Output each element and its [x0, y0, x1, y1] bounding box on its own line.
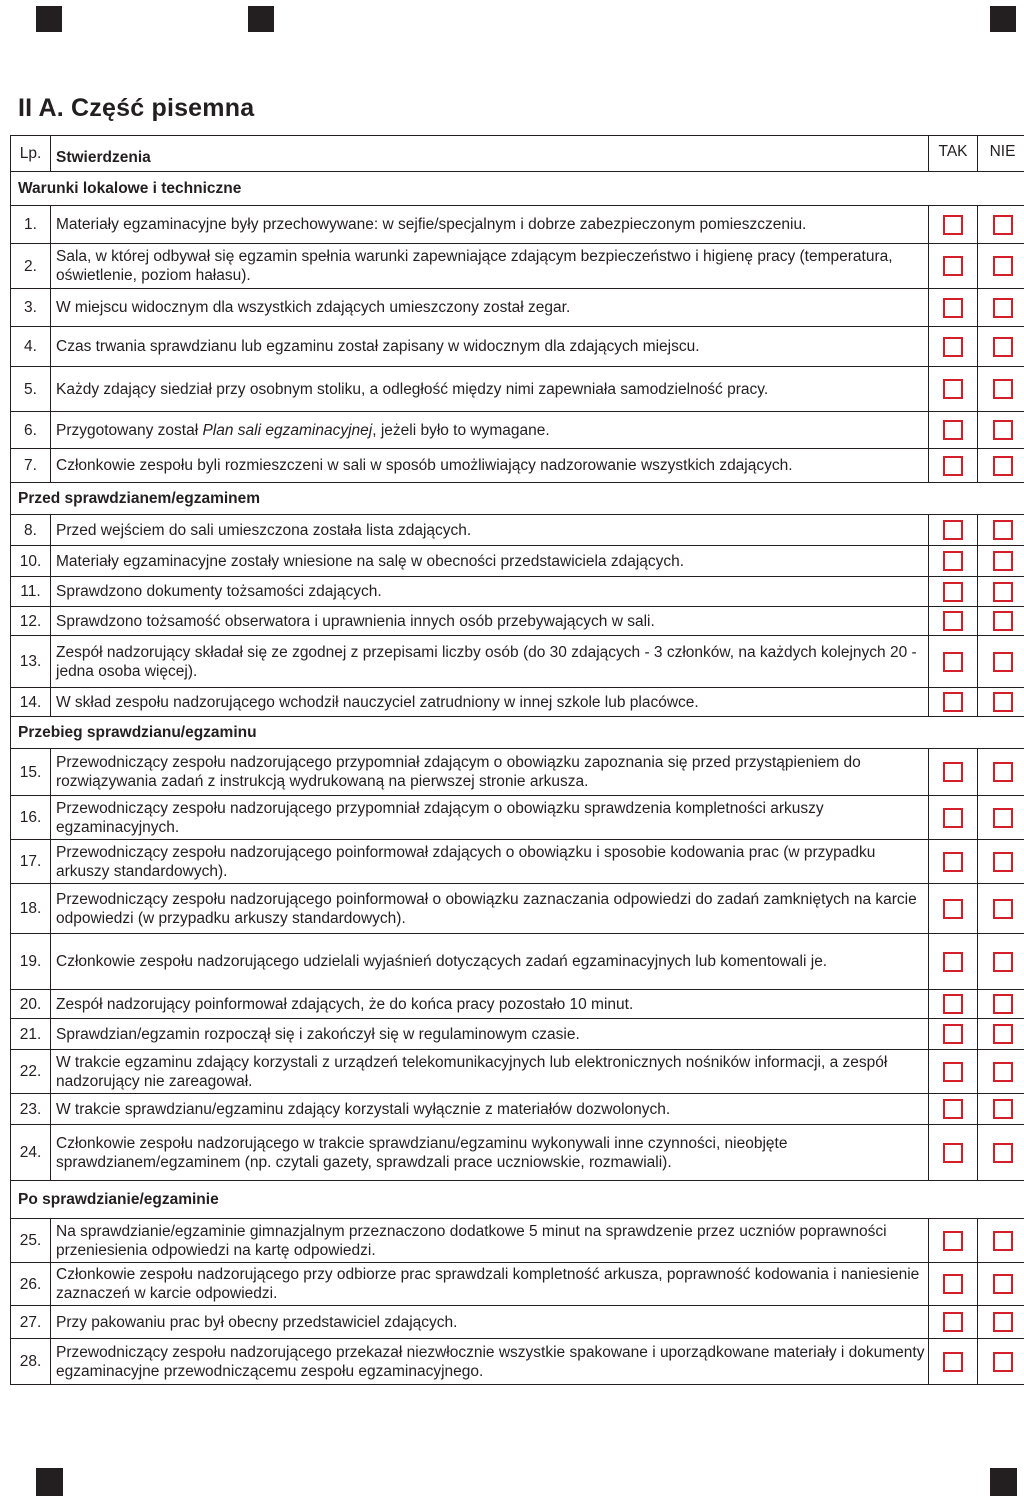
tak-checkbox[interactable] [943, 1312, 963, 1332]
tak-checkbox[interactable] [943, 1231, 963, 1251]
tak-checkbox[interactable] [943, 1352, 963, 1372]
tak-checkbox[interactable] [943, 852, 963, 872]
nie-cell [978, 990, 1024, 1019]
table-row [11, 515, 1024, 546]
nie-checkbox[interactable] [993, 1143, 1013, 1163]
table-row [11, 1050, 1024, 1094]
section-header-row [11, 717, 1024, 749]
tak-cell [929, 1263, 978, 1306]
statement-text: W skład zespołu nadzorującego wchodził nauczyciel zatrudniony w innej szkole lub placówce. [51, 688, 929, 717]
nie-checkbox[interactable] [993, 808, 1013, 828]
statement-text-italic: Plan sali egzaminacyjnej [202, 421, 373, 439]
statement-text: Materiały egzaminacyjne zostały wniesione na salę w obecności przedstawiciela zdających. [51, 546, 929, 577]
nie-cell [978, 577, 1024, 607]
nie-checkbox[interactable] [993, 1231, 1013, 1251]
statement-text: Materiały egzaminacyjne były przechowywane: w sejfie/specjalnym i dobrze zabezpieczonym pomieszczeniu. [51, 206, 929, 244]
section-title: Przebieg sprawdzianu/egzaminu [11, 717, 1024, 749]
registration-mark-bottom-right [990, 1468, 1017, 1496]
tak-checkbox[interactable] [943, 420, 963, 440]
nie-cell [978, 1339, 1024, 1385]
nie-cell [978, 749, 1024, 796]
tak-cell [929, 1306, 978, 1339]
header-row [11, 136, 1024, 172]
table-row [11, 1125, 1024, 1181]
header-no: NIE [978, 136, 1024, 172]
row-number: 25. [11, 1219, 51, 1263]
row-number: 24. [11, 1125, 51, 1181]
table-row [11, 412, 1024, 449]
nie-checkbox[interactable] [993, 899, 1013, 919]
row-number: 14. [11, 688, 51, 717]
nie-checkbox[interactable] [993, 298, 1013, 318]
nie-cell [978, 206, 1024, 244]
header-statements: Stwierdzenia [51, 136, 929, 172]
nie-cell [978, 244, 1024, 289]
table-row [11, 934, 1024, 990]
nie-cell [978, 546, 1024, 577]
section-header-row [11, 172, 1024, 206]
tak-cell [929, 412, 978, 449]
statement-text: Sprawdzono tożsamość obserwatora i uprawnienia innych osób przebywających w sali. [51, 607, 929, 636]
table-row [11, 206, 1024, 244]
tak-cell [929, 327, 978, 367]
table-row [11, 1306, 1024, 1339]
row-number: 7. [11, 449, 51, 483]
nie-cell [978, 515, 1024, 546]
tak-checkbox[interactable] [943, 692, 963, 712]
nie-cell [978, 934, 1024, 990]
tak-checkbox[interactable] [943, 551, 963, 571]
tak-cell [929, 577, 978, 607]
nie-cell [978, 367, 1024, 412]
nie-cell [978, 1050, 1024, 1094]
tak-cell [929, 884, 978, 934]
row-number: 15. [11, 749, 51, 796]
row-number: 2. [11, 244, 51, 289]
statement-text: Na sprawdzianie/egzaminie gimnazjalnym przeznaczono dodatkowe 5 minut na sprawdzenie przez uczniów poprawności przeniesienia odpowiedzi na kartę odpowiedzi. [51, 1219, 929, 1263]
tak-cell [929, 934, 978, 990]
row-number: 5. [11, 367, 51, 412]
statement-text: Sprawdzian/egzamin rozpoczął się i zakończył się w regulaminowym czasie. [51, 1019, 929, 1050]
registration-mark-top-right [990, 6, 1016, 32]
nie-checkbox[interactable] [993, 1099, 1013, 1119]
tak-cell [929, 749, 978, 796]
statement-text: Przewodniczący zespołu nadzorującego przypomniał zdającym o obowiązku zapoznania się przed przystąpieniem do rozwiązywania zadań z instrukcją wydrukowaną na pierwszej stronie arkusza. [51, 749, 929, 796]
row-number: 17. [11, 840, 51, 884]
row-number: 26. [11, 1263, 51, 1306]
statement-text [51, 412, 929, 449]
tak-checkbox[interactable] [943, 652, 963, 672]
tak-cell [929, 244, 978, 289]
section-header-row [11, 1181, 1024, 1219]
table-row [11, 749, 1024, 796]
registration-mark-top-left [36, 6, 62, 32]
table-row [11, 1219, 1024, 1263]
statement-text: Przed wejściem do sali umieszczona została lista zdających. [51, 515, 929, 546]
nie-checkbox[interactable] [993, 952, 1013, 972]
tak-checkbox[interactable] [943, 520, 963, 540]
statement-text: Przewodniczący zespołu nadzorującego przekazał niezwłocznie wszystkie spakowane i uporządkowane materiały i dokumenty egzaminacyjne przewodniczącemu zespołu egzaminacyjnego. [51, 1339, 929, 1385]
table-row [11, 1339, 1024, 1385]
nie-cell [978, 1019, 1024, 1050]
statement-text: Członkowie zespołu nadzorującego w trakcie sprawdzianu/egzaminu wykonywali inne czynności, nieobjęte sprawdzianem/egzaminem (np. czytali gazety, sprawdzali prace uczniowskie, rozmawiali). [51, 1125, 929, 1181]
tak-checkbox[interactable] [943, 1062, 963, 1082]
tak-checkbox[interactable] [943, 808, 963, 828]
nie-cell [978, 884, 1024, 934]
tak-checkbox[interactable] [943, 1143, 963, 1163]
row-number: 6. [11, 412, 51, 449]
tak-checkbox[interactable] [943, 256, 963, 276]
nie-cell [978, 1306, 1024, 1339]
row-number: 12. [11, 607, 51, 636]
statement-text: Przy pakowaniu prac był obecny przedstawiciel zdających. [51, 1306, 929, 1339]
tak-cell [929, 289, 978, 327]
nie-checkbox[interactable] [993, 692, 1013, 712]
tak-checkbox[interactable] [943, 952, 963, 972]
statement-text: Każdy zdający siedział przy osobnym stoliku, a odległość między nimi zapewniała samodzielność pracy. [51, 367, 929, 412]
nie-cell [978, 688, 1024, 717]
nie-checkbox[interactable] [993, 652, 1013, 672]
tak-cell [929, 1019, 978, 1050]
nie-cell [978, 1094, 1024, 1125]
tak-cell [929, 990, 978, 1019]
table-row [11, 577, 1024, 607]
tak-checkbox[interactable] [943, 456, 963, 476]
tak-cell [929, 1125, 978, 1181]
row-number: 20. [11, 990, 51, 1019]
nie-cell [978, 1125, 1024, 1181]
header-yes: TAK [929, 136, 978, 172]
table-row [11, 367, 1024, 412]
nie-checkbox[interactable] [993, 337, 1013, 357]
nie-cell [978, 412, 1024, 449]
nie-checkbox[interactable] [993, 611, 1013, 631]
table-row [11, 636, 1024, 688]
table-row [11, 546, 1024, 577]
tak-cell [929, 1339, 978, 1385]
nie-checkbox[interactable] [993, 215, 1013, 235]
nie-cell [978, 636, 1024, 688]
table-row [11, 1263, 1024, 1306]
table-row [11, 688, 1024, 717]
table-row [11, 244, 1024, 289]
section-title: Po sprawdzianie/egzaminie [11, 1181, 1024, 1219]
nie-checkbox[interactable] [993, 994, 1013, 1014]
statement-text: W trakcie sprawdzianu/egzaminu zdający korzystali wyłącznie z materiałów dozwolonych. [51, 1094, 929, 1125]
statement-text: Członkowie zespołu nadzorującego udzielali wyjaśnień dotyczących zadań egzaminacyjnych lub komentowali je. [51, 934, 929, 990]
tak-checkbox[interactable] [943, 762, 963, 782]
nie-cell [978, 289, 1024, 327]
row-number: 28. [11, 1339, 51, 1385]
nie-checkbox[interactable] [993, 551, 1013, 571]
tak-checkbox[interactable] [943, 337, 963, 357]
nie-cell [978, 607, 1024, 636]
nie-checkbox[interactable] [993, 1062, 1013, 1082]
statement-text: Przewodniczący zespołu nadzorującego poinformował zdających o obowiązku i sposobie kodowania prac (w przypadku arkuszy standardowych). [51, 840, 929, 884]
nie-checkbox[interactable] [993, 420, 1013, 440]
nie-cell [978, 327, 1024, 367]
row-number: 1. [11, 206, 51, 244]
page-title: II A. Część pisemna [18, 94, 255, 122]
table-row [11, 449, 1024, 483]
table-row [11, 1019, 1024, 1050]
statement-text: Zespół nadzorujący składał się ze zgodnej z przepisami liczby osób (do 30 zdających - 3 członków, na każdych kolejnych 20 - jedna osoba więcej). [51, 636, 929, 688]
statement-text: Sprawdzono dokumenty tożsamości zdających. [51, 577, 929, 607]
table-row [11, 884, 1024, 934]
tak-checkbox[interactable] [943, 611, 963, 631]
nie-checkbox[interactable] [993, 762, 1013, 782]
tak-cell [929, 367, 978, 412]
tak-cell [929, 1050, 978, 1094]
statement-text: W trakcie egzaminu zdający korzystali z urządzeń telekomunikacyjnych lub elektronicznych nośników informacji, a zespół nadzorujący nie zareagował. [51, 1050, 929, 1094]
tak-cell [929, 840, 978, 884]
table-row [11, 796, 1024, 840]
row-number: 19. [11, 934, 51, 990]
nie-cell [978, 1219, 1024, 1263]
nie-checkbox[interactable] [993, 1024, 1013, 1044]
nie-checkbox[interactable] [993, 520, 1013, 540]
statement-text-part: Przygotowany został [56, 421, 203, 439]
nie-cell [978, 840, 1024, 884]
table-row [11, 289, 1024, 327]
tak-checkbox[interactable] [943, 582, 963, 602]
row-number: 22. [11, 1050, 51, 1094]
tak-cell [929, 796, 978, 840]
tak-checkbox[interactable] [943, 1274, 963, 1294]
tak-cell [929, 515, 978, 546]
row-number: 4. [11, 327, 51, 367]
table-row [11, 990, 1024, 1019]
tak-checkbox[interactable] [943, 1024, 963, 1044]
tak-checkbox[interactable] [943, 1099, 963, 1119]
table-row [11, 327, 1024, 367]
tak-checkbox[interactable] [943, 298, 963, 318]
row-number: 10. [11, 546, 51, 577]
nie-checkbox[interactable] [993, 1274, 1013, 1294]
section-title: Przed sprawdzianem/egzaminem [11, 483, 1024, 515]
nie-checkbox[interactable] [993, 1352, 1013, 1372]
statement-text: Członkowie zespołu byli rozmieszczeni w sali w sposób umożliwiający nadzorowanie wszystkich zdających. [51, 449, 929, 483]
statement-text: W miejscu widocznym dla wszystkich zdających umieszczony został zegar. [51, 289, 929, 327]
statement-text: Sala, w której odbywał się egzamin spełnia warunki zapewniające zdającym bezpieczeństwo i higienę pracy (temperatura, oświetlenie, poziom hałasu). [51, 244, 929, 289]
row-number: 11. [11, 577, 51, 607]
statement-text: Przewodniczący zespołu nadzorującego poinformował o obowiązku zaznaczania odpowiedzi do zadań zamkniętych na karcie odpowiedzi (w przypadku arkuszy standardowych). [51, 884, 929, 934]
row-number: 18. [11, 884, 51, 934]
statement-text: Zespół nadzorujący poinformował zdających, że do końca pracy pozostało 10 minut. [51, 990, 929, 1019]
tak-cell [929, 449, 978, 483]
row-number: 16. [11, 796, 51, 840]
statement-text: Czas trwania sprawdzianu lub egzaminu został zapisany w widocznym dla zdających miejscu. [51, 327, 929, 367]
tak-cell [929, 607, 978, 636]
row-number: 21. [11, 1019, 51, 1050]
statement-text: Członkowie zespołu nadzorującego przy odbiorze prac sprawdzali kompletność arkusza, poprawność kodowania i naniesienie zaznaczeń w karcie odpowiedzi. [51, 1263, 929, 1306]
tak-checkbox[interactable] [943, 994, 963, 1014]
nie-checkbox[interactable] [993, 256, 1013, 276]
nie-cell [978, 449, 1024, 483]
table-row [11, 607, 1024, 636]
tak-cell [929, 636, 978, 688]
row-number: 27. [11, 1306, 51, 1339]
tak-checkbox[interactable] [943, 379, 963, 399]
tak-cell [929, 1094, 978, 1125]
section-header-row [11, 483, 1024, 515]
tak-checkbox[interactable] [943, 215, 963, 235]
tak-checkbox[interactable] [943, 899, 963, 919]
table-row [11, 1094, 1024, 1125]
row-number: 23. [11, 1094, 51, 1125]
header-lp: Lp. [11, 136, 51, 172]
section-title: Warunki lokalowe i techniczne [11, 172, 1024, 206]
nie-checkbox[interactable] [993, 379, 1013, 399]
row-number: 8. [11, 515, 51, 546]
row-number: 3. [11, 289, 51, 327]
tak-cell [929, 688, 978, 717]
checklist-table [10, 135, 1024, 1385]
row-number: 13. [11, 636, 51, 688]
nie-cell [978, 796, 1024, 840]
nie-checkbox[interactable] [993, 1312, 1013, 1332]
statement-text-part: , jeżeli było to wymagane. [372, 421, 550, 439]
tak-cell [929, 206, 978, 244]
tak-cell [929, 1219, 978, 1263]
registration-mark-bottom-left [36, 1468, 63, 1496]
nie-checkbox[interactable] [993, 456, 1013, 476]
registration-mark-top-middle [248, 6, 274, 32]
nie-checkbox[interactable] [993, 852, 1013, 872]
tak-cell [929, 546, 978, 577]
nie-cell [978, 1263, 1024, 1306]
nie-checkbox[interactable] [993, 582, 1013, 602]
statement-text: Przewodniczący zespołu nadzorującego przypomniał zdającym o obowiązku sprawdzenia kompletności arkuszy egzaminacyjnych. [51, 796, 929, 840]
table-row [11, 840, 1024, 884]
